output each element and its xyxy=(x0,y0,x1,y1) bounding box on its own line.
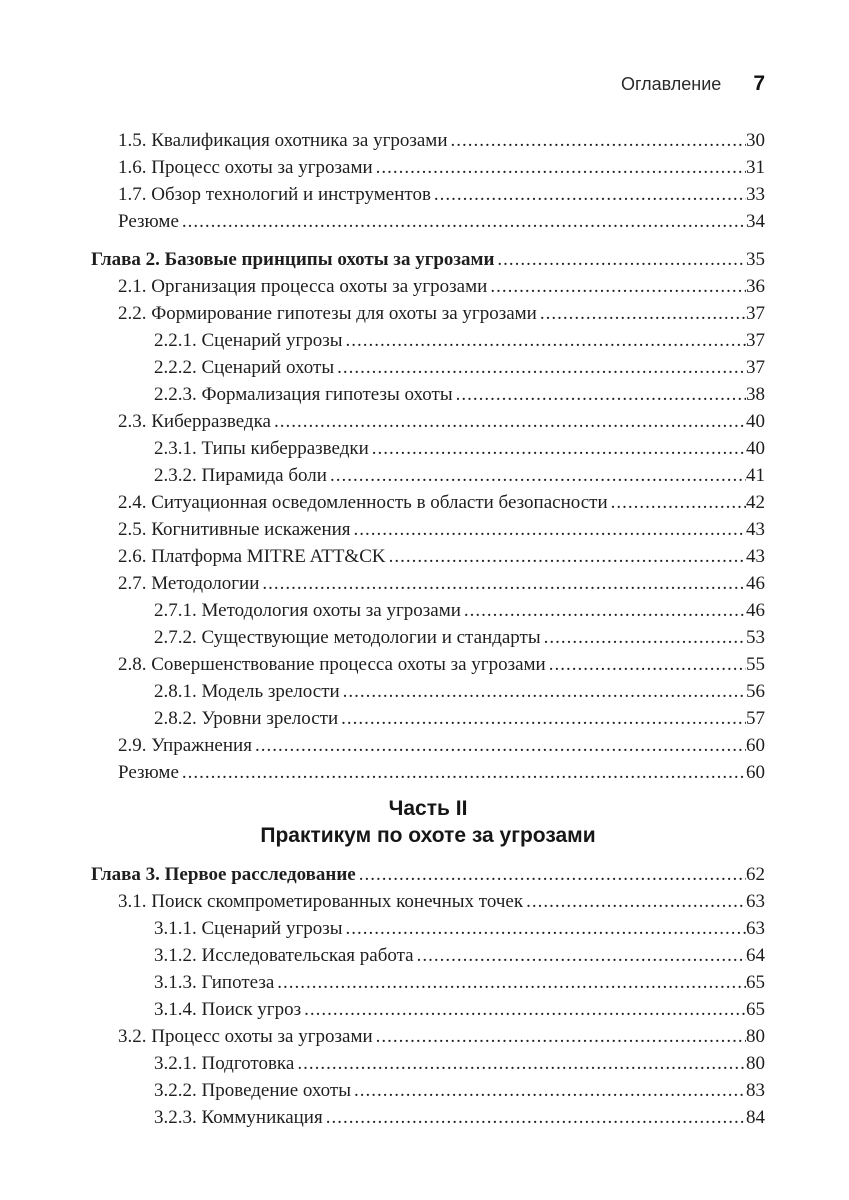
toc-entry-title: 2.8.1. Модель зрелости xyxy=(154,681,340,702)
toc-entry xyxy=(91,1023,765,1050)
toc-entry-page-number: 42 xyxy=(746,492,765,513)
toc-entry xyxy=(91,888,765,915)
toc-entry xyxy=(91,208,765,235)
toc-entry-page-number: 60 xyxy=(746,762,765,783)
dot-leader xyxy=(389,543,746,570)
toc-entry-title: 2.3. Киберразведка xyxy=(118,411,271,432)
toc-entry xyxy=(91,597,765,624)
toc-entry-page-number: 40 xyxy=(746,411,765,432)
toc-entry-title: 2.2.1. Сценарий угрозы xyxy=(154,330,343,351)
toc-entry-title: 2.7. Методологии xyxy=(118,573,260,594)
toc-entry-page-number: 55 xyxy=(746,654,765,675)
toc-entry-title: 2.2.3. Формализация гипотезы охоты xyxy=(154,384,453,405)
toc-entry xyxy=(91,1050,765,1077)
toc-entry-page-number: 60 xyxy=(746,735,765,756)
toc-entry-page-number: 38 xyxy=(746,384,765,405)
toc-entry-title: 3.1.2. Исследовательская работа xyxy=(154,945,414,966)
toc-entry xyxy=(91,300,765,327)
dot-leader xyxy=(490,273,746,300)
toc-entry-title: 2.1. Организация процесса охоты за угрозами xyxy=(118,276,488,297)
toc-list xyxy=(91,127,765,1131)
toc-entry-page-number: 37 xyxy=(746,357,765,378)
toc-entry-page-number: 65 xyxy=(746,972,765,993)
running-head-page-number: 7 xyxy=(753,72,765,95)
toc-entry-title: Глава 3. Первое расследование xyxy=(91,864,356,885)
toc-entry-page-number: 46 xyxy=(746,600,765,621)
toc-entry-page-number: 41 xyxy=(746,465,765,486)
toc-entry-title: 3.2.2. Проведение охоты xyxy=(154,1080,352,1101)
toc-entry-title: 3.1.4. Поиск угроз xyxy=(154,999,302,1020)
running-head xyxy=(91,72,765,96)
toc-entry-page-number: 63 xyxy=(746,918,765,939)
toc-entry-page-number: 65 xyxy=(746,999,765,1020)
toc-entry-title: 3.2.1. Подготовка xyxy=(154,1053,295,1074)
dot-leader xyxy=(434,181,746,208)
toc-entry xyxy=(91,462,765,489)
toc-entry-page-number: 43 xyxy=(746,519,765,540)
toc-entry-title: 2.7.1. Методология охоты за угрозами xyxy=(154,600,461,621)
dot-leader xyxy=(304,996,746,1023)
toc-entry-title: Резюме xyxy=(118,762,179,783)
toc-entry xyxy=(91,732,765,759)
dot-leader xyxy=(544,624,746,651)
toc-entry xyxy=(91,435,765,462)
toc-entry-title: Резюме xyxy=(118,211,179,232)
dot-leader xyxy=(326,1104,746,1131)
toc-entry xyxy=(91,1077,765,1104)
toc-entry-page-number: 62 xyxy=(746,864,765,885)
toc-entry-title: 1.7. Обзор технологий и инструментов xyxy=(118,184,431,205)
toc-entry-title: 3.1. Поиск скомпрометированных конечных точек xyxy=(118,891,524,912)
dot-leader xyxy=(262,570,746,597)
dot-leader xyxy=(376,1023,746,1050)
dot-leader xyxy=(330,462,746,489)
dot-leader xyxy=(354,516,746,543)
toc-entry-title: 2.9. Упражнения xyxy=(118,735,252,756)
toc-entry-page-number: 57 xyxy=(746,708,765,729)
dot-leader xyxy=(274,408,746,435)
toc-entry xyxy=(91,516,765,543)
toc-entry-title: 3.2. Процесс охоты за угрозами xyxy=(118,1026,373,1047)
toc-entry-page-number: 37 xyxy=(746,330,765,351)
toc-entry-title: 2.2. Формирование гипотезы для охоты за угрозами xyxy=(118,303,537,324)
dot-leader xyxy=(611,489,746,516)
toc-entry xyxy=(91,942,765,969)
toc-chapter-entry xyxy=(91,246,765,273)
toc-entry-title: 3.1.3. Гипотеза xyxy=(154,972,275,993)
dot-leader xyxy=(346,327,746,354)
dot-leader xyxy=(346,915,746,942)
toc-entry xyxy=(91,381,765,408)
toc-entry xyxy=(91,354,765,381)
toc-entry-page-number: 33 xyxy=(746,184,765,205)
toc-entry-page-number: 36 xyxy=(746,276,765,297)
toc-entry-page-number: 80 xyxy=(746,1026,765,1047)
toc-entry-page-number: 64 xyxy=(746,945,765,966)
part-heading-line: Практикум по охоте за угрозами xyxy=(260,824,596,847)
toc-chapter-entry xyxy=(91,861,765,888)
dot-leader xyxy=(526,888,746,915)
toc-entry-title: Глава 2. Базовые принципы охоты за угрозами xyxy=(91,249,495,270)
toc-entry xyxy=(91,327,765,354)
toc-entry-title: 2.6. Платформа MITRE ATT&CK xyxy=(118,546,386,567)
toc-entry-title: 2.4. Ситуационная осведомленность в области безопасности xyxy=(118,492,608,513)
toc-entry-page-number: 35 xyxy=(746,249,765,270)
toc-entry-page-number: 63 xyxy=(746,891,765,912)
dot-leader xyxy=(341,705,746,732)
part-heading xyxy=(91,795,765,849)
toc-entry-title: 3.1.1. Сценарий угрозы xyxy=(154,918,343,939)
toc-entry-title: 2.5. Когнитивные искажения xyxy=(118,519,351,540)
toc-entry-page-number: 30 xyxy=(746,130,765,151)
toc-entry-page-number: 34 xyxy=(746,211,765,232)
toc-entry xyxy=(91,154,765,181)
toc-entry-page-number: 37 xyxy=(746,303,765,324)
dot-leader xyxy=(297,1050,746,1077)
toc-entry xyxy=(91,969,765,996)
toc-entry xyxy=(91,273,765,300)
toc-entry xyxy=(91,759,765,786)
dot-leader xyxy=(182,759,746,786)
toc-entry-title: 2.2.2. Сценарий охоты xyxy=(154,357,335,378)
toc-entry-title: 1.5. Квалификация охотника за угрозами xyxy=(118,130,448,151)
part-heading-line: Часть II xyxy=(388,797,468,820)
toc-entry xyxy=(91,915,765,942)
toc-entry xyxy=(91,996,765,1023)
toc-entry xyxy=(91,127,765,154)
toc-entry xyxy=(91,1104,765,1131)
toc-entry xyxy=(91,570,765,597)
toc-entry-title: 1.6. Процесс охоты за угрозами xyxy=(118,157,373,178)
toc-entry-page-number: 53 xyxy=(746,627,765,648)
toc-entry-title: 3.2.3. Коммуникация xyxy=(154,1107,323,1128)
toc-entry-page-number: 40 xyxy=(746,438,765,459)
dot-leader xyxy=(277,969,746,996)
dot-leader xyxy=(255,732,746,759)
dot-leader xyxy=(497,246,746,273)
dot-leader xyxy=(540,300,746,327)
toc-entry-page-number: 80 xyxy=(746,1053,765,1074)
dot-leader xyxy=(376,154,746,181)
toc-entry-title: 2.3.1. Типы киберразведки xyxy=(154,438,369,459)
dot-leader xyxy=(464,597,746,624)
dot-leader xyxy=(417,942,746,969)
dot-leader xyxy=(372,435,746,462)
toc-entry-page-number: 83 xyxy=(746,1080,765,1101)
dot-leader xyxy=(182,208,746,235)
dot-leader xyxy=(354,1077,746,1104)
dot-leader xyxy=(456,381,746,408)
dot-leader xyxy=(337,354,746,381)
toc-entry xyxy=(91,543,765,570)
toc-entry-title: 2.8. Совершенствование процесса охоты за угрозами xyxy=(118,654,546,675)
toc-entry-title: 2.7.2. Существующие методологии и стандарты xyxy=(154,627,541,648)
toc-entry-page-number: 56 xyxy=(746,681,765,702)
toc-entry xyxy=(91,489,765,516)
toc-entry-page-number: 43 xyxy=(746,546,765,567)
dot-leader xyxy=(451,127,746,154)
dot-leader xyxy=(549,651,746,678)
running-head-title: Оглавление xyxy=(620,74,722,94)
toc-entry-page-number: 84 xyxy=(746,1107,765,1128)
toc-entry xyxy=(91,705,765,732)
toc-entry xyxy=(91,678,765,705)
dot-leader xyxy=(343,678,746,705)
toc-entry xyxy=(91,624,765,651)
toc-entry xyxy=(91,408,765,435)
toc-entry-page-number: 46 xyxy=(746,573,765,594)
toc-entry-page-number: 31 xyxy=(746,157,765,178)
toc-entry-title: 2.8.2. Уровни зрелости xyxy=(154,708,339,729)
toc-entry xyxy=(91,181,765,208)
dot-leader xyxy=(359,861,746,888)
toc-entry-title: 2.3.2. Пирамида боли xyxy=(154,465,327,486)
toc-entry xyxy=(91,651,765,678)
